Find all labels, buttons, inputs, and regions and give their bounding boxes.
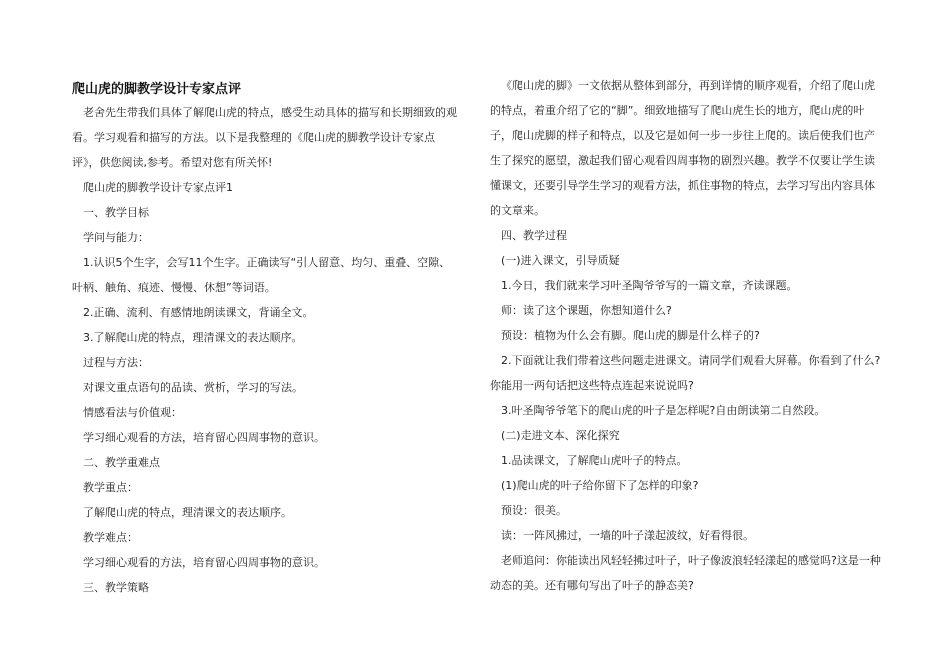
heading-strategy: 三、教学策略 bbox=[83, 581, 149, 594]
heading-teaching-process: 四、教学过程 bbox=[501, 229, 567, 242]
subheading-process: 过程与方法： bbox=[83, 356, 149, 369]
subheading-difficulty: 教学难点： bbox=[83, 531, 138, 544]
subheading-key: 教学重点： bbox=[83, 481, 138, 494]
teacher-followup: 老师追问：你能读出风轻轻拂过叶子，叶子像波浪轻轻漾起的感觉吗?这是一种动态的美。还有哪句写出了叶子的静态美? bbox=[490, 554, 881, 592]
step-item-1: 1.今日，我们就来学习叶圣陶爷爷写的一篇文章，齐读课题。 bbox=[501, 279, 798, 292]
subheading-emotion: 情感看法与价值观： bbox=[83, 406, 182, 419]
subheading-knowledge: 学问与能力： bbox=[83, 231, 149, 244]
document-title: 爬山虎的脚教学设计专家点评 bbox=[72, 82, 242, 97]
step-heading-1: (一)进入课文，引导质疑 bbox=[501, 254, 620, 267]
question-line: (1)爬山虎的叶子给你留下了怎样的印象? bbox=[501, 479, 699, 492]
step-heading-2: (二)走进文本、深化探究 bbox=[501, 429, 620, 442]
goal-item-2: 2.正确、流利、有感情地朗读课文，背诵全文。 bbox=[83, 306, 314, 319]
preset-line-2: 预设：很美。 bbox=[501, 504, 567, 517]
key-text: 了解爬山虎的特点，理清课文的表达顺序。 bbox=[83, 506, 292, 519]
section-heading: 爬山虎的脚教学设计专家点评1 bbox=[83, 181, 233, 194]
goal-item-3: 3.了解爬山虎的特点，理清课文的表达顺序。 bbox=[83, 331, 303, 344]
intro-paragraph: 老舍先生带我们具体了解爬山虎的特点，感受生动具体的描写和长期细致的观看。学习观看和描写的方法。以下是我整理的《爬山虎的脚教学设计专家点评》，供您阅读,参考。希望对您有所关怀! bbox=[72, 106, 457, 169]
difficulty-text: 学习细心观看的方法，培育留心四周事物的意识。 bbox=[83, 556, 325, 569]
process-text: 对课文重点语句的品读、赏析，学习的写法。 bbox=[83, 381, 303, 394]
heading-key-points: 二、教学重难点 bbox=[83, 456, 160, 469]
preset-line-1: 预设：植物为什么会有脚。爬山虎的脚是什么样子的? bbox=[501, 329, 760, 342]
step-item-2: 2.下面就让我们带着这些问题走进课文。请同学们观看大屏幕。你看到了什么?你能用一两句话把这些特点连起来说说吗? bbox=[490, 354, 881, 392]
step-item-3: 3.叶圣陶爷爷笔下的爬山虎的叶子是怎样呢?自由朗读第二自然段。 bbox=[501, 404, 826, 417]
teacher-line: 师：读了这个课题，你想知道什么? bbox=[501, 304, 672, 317]
emotion-text: 学习细心观看的方法，培育留心四周事物的意识。 bbox=[83, 431, 325, 444]
reading-line: 读：一阵风拂过，一墙的叶子漾起波纹，好看得很。 bbox=[501, 529, 754, 542]
left-paragraphs bbox=[72, 100, 460, 600]
strategy-paragraph: 《爬山虎的脚》一文依据从整体到部分，再到详情的顺序观看，介绍了爬山虎的特点，着重介绍了它的“脚”。细致地描写了爬山虎生长的地方，爬山虎的叶子，爬山虎脚的样子和特点，以及它是如何一步一步往上爬的。读后使我们也产生了探究的愿望，激起我们留心观看四周事物的剧烈兴趣。教学不仅要让学生读懂课文，还要引导学生学习的观看方法，抓住事物的特点，去学习写出内容具体的文章来。 bbox=[490, 79, 875, 217]
heading-teaching-goals: 一、教学目标 bbox=[83, 206, 149, 219]
goal-item-1: 1.认识5个生字，会写11个生字。正确读写“引人留意、均匀、重叠、空隙、叶柄、触角、痕迹、慢慢、休想”等词语。 bbox=[72, 256, 451, 294]
right-paragraphs bbox=[490, 73, 882, 598]
step-item-read: 1.品读课文，了解爬山虎叶子的特点。 bbox=[501, 454, 688, 467]
